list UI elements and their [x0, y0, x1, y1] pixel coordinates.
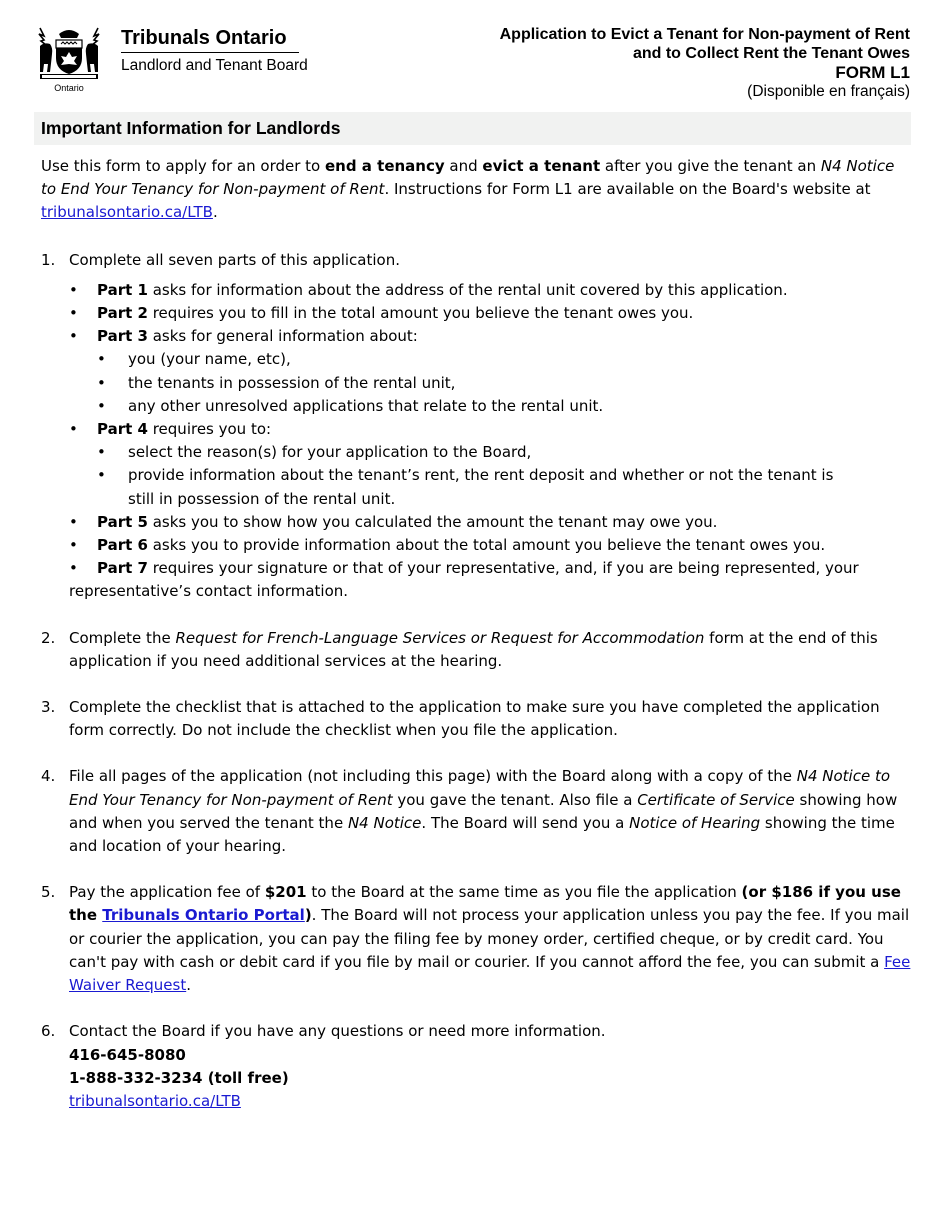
item-number: 4. [41, 767, 56, 786]
list-item: • Part 5 asks you to show how you calculated the amount the tenant may owe you. [69, 511, 913, 534]
instruction-item-1 [41, 249, 913, 604]
form-title-line2: and to Collect Rent the Tenant Owes [632, 45, 910, 62]
section-title: Important Information for Landlords [41, 118, 341, 138]
tribunals-ontario-logo [34, 24, 314, 96]
intro-paragraph: Use this form to apply for an order to end a tenancy and evict a tenant after you give the tenant an N4 Notice to End Your Tenancy for Non-payment of Rent. Instructions for Form L1 are available on the Board's website at tribunalsontario.ca/LTB. [41, 157, 895, 222]
org-divider [121, 52, 299, 53]
instruction-item-2: 2. Complete the Request for French-Language Services or Request for Accommodation form at the end of this application if you need additional services at the hearing. [41, 628, 878, 670]
list-item: • the tenants in possession of the rental unit, [97, 372, 913, 395]
phone-toll-free: 1-888-332-3234 (toll free) [69, 1068, 289, 1087]
section-heading-bar [34, 112, 911, 145]
french-availability-note: (Disponible en français) [747, 83, 910, 100]
ltb-website-link-footer[interactable]: tribunalsontario.ca/LTB [69, 1091, 241, 1110]
list-item: • Part 6 asks you to provide information about the total amount you believe the tenant owes you. [69, 534, 913, 557]
part4-sublist [97, 441, 913, 511]
ltb-website-link[interactable]: tribunalsontario.ca/LTB [41, 203, 213, 222]
instruction-item-6 [41, 1020, 913, 1113]
tribunals-ontario-portal-link[interactable]: Tribunals Ontario Portal [102, 906, 305, 925]
item-number: 5. [41, 883, 56, 902]
list-item: • Part 7 requires your signature or that of your representative, and, if you are being represented, your representative’s contact information. [69, 557, 913, 603]
item-text: Contact the Board if you have any questions or need more information. [69, 1022, 606, 1041]
part3-sublist [97, 348, 913, 418]
item-number: 3. [41, 698, 56, 717]
ontario-coat-of-arms-icon [34, 24, 104, 94]
list-item: • you (your name, etc), [97, 348, 913, 371]
item-number: 6. [41, 1022, 56, 1041]
form-title-line1: Application to Evict a Tenant for Non-payment of Rent [499, 26, 910, 43]
crest-caption: Ontario [54, 83, 84, 93]
phone-local: 416-645-8080 [69, 1045, 186, 1064]
instruction-item-3 [41, 696, 913, 742]
list-item: • Part 2 requires you to fill in the total amount you believe the tenant owes you. [69, 302, 913, 325]
item-number: 2. [41, 628, 56, 647]
list-item: • Part 3 asks for general information about: • you (your name, etc), • the tenants in possession of the rental unit, • any other unresolved applications that relate to the rental unit. [69, 325, 913, 418]
org-name: Tribunals Ontario [121, 27, 287, 49]
list-item: • provide information about the tenant’s rent, the rent deposit and whether or not the tenant is still in possession of the rental unit. [97, 464, 913, 510]
list-item: • select the reason(s) for your application to the Board, [97, 441, 913, 464]
instruction-item-5: 5. Pay the application fee of $201 to the Board at the same time as you file the application (or $186 if you use the Tribunals Ontario Portal). The Board will not process your application unless you pay the fee. If you mail or courier the application, you can pay the filing fee by money order, certified cheque, or by credit card. You can't pay with cash or debit card if you file by mail or courier. If you cannot afford the fee, you can submit a Fee Waiver Request. [41, 883, 911, 995]
fee-waiver-request-link[interactable]: Fee Waiver Request [69, 952, 911, 995]
item-text: Complete all seven parts of this application. [69, 250, 400, 269]
form-title-block [500, 25, 910, 101]
item-number: 1. [41, 250, 56, 269]
instructions-body [41, 155, 913, 1113]
board-name: Landlord and Tenant Board [121, 57, 308, 74]
list-item: • Part 1 asks for information about the address of the rental unit covered by this application. [69, 279, 913, 302]
list-item: • any other unresolved applications that relate to the rental unit. [97, 395, 913, 418]
form-id: FORM L1 [835, 63, 910, 82]
list-item: • Part 4 requires you to: • select the reason(s) for your application to the Board, • provide information about the tenant’s rent, the rent deposit and whether or not the tenant is still in possession of the rental unit. [69, 418, 913, 511]
item-text: Complete the checklist that is attached to the application to make sure you have completed the application form correctly. Do not include the checklist when you file the application. [69, 698, 880, 740]
instruction-item-4: 4. File all pages of the application (not including this page) with the Board along with a copy of the N4 Notice to End Your Tenancy for Non-payment of Rent you gave the tenant. Also file a Certificate of Service showing how and when you served the tenant the N4 Notice. The Board will send you a Notice of Hearing showing the time and location of your hearing. [41, 767, 898, 856]
parts-list [69, 279, 913, 604]
